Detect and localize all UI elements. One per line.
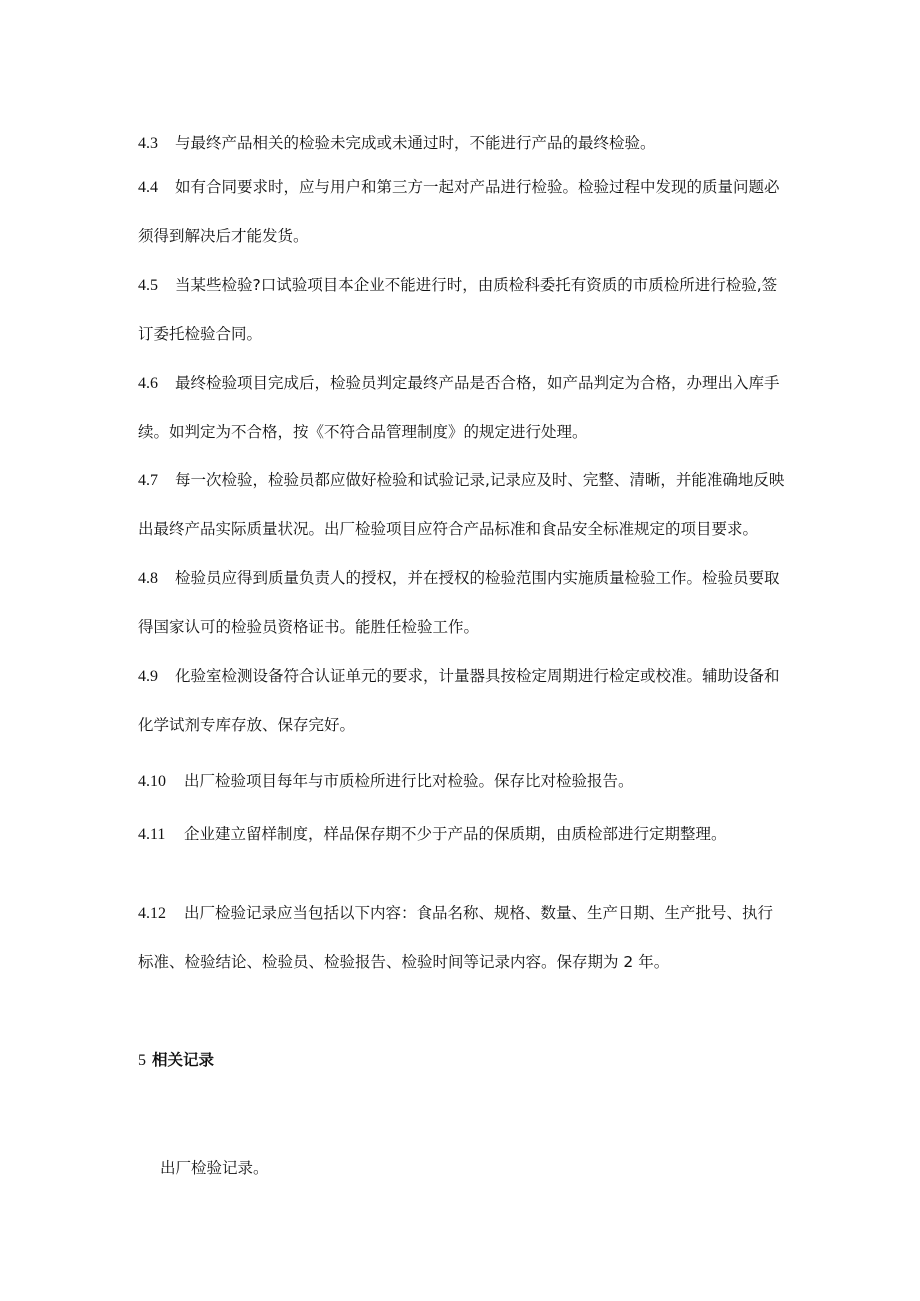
clause-number: 4.10 <box>138 773 166 790</box>
clause-4-8 <box>138 554 788 651</box>
clause-4-10 <box>138 769 788 794</box>
clause-text: 当某些检验?口试验项目本企业不能进行时，由质检科委托有资质的市质检所进行检验,签订委托检验合同。 <box>138 276 778 343</box>
section-heading <box>138 1048 214 1073</box>
section-number: 5 <box>138 1052 146 1069</box>
clause-number: 4.9 <box>138 668 158 685</box>
clause-number: 4.5 <box>138 277 158 294</box>
clause-4-7 <box>138 456 788 553</box>
clause-text: 与最终产品相关的检验未完成或未通过时，不能进行产品的最终检验。 <box>175 134 656 152</box>
clause-4-6 <box>138 359 788 456</box>
clause-4-5 <box>138 261 788 358</box>
clause-text: 出厂检验项目每年与市质检所进行比对检验。保存比对检验报告。 <box>184 772 634 790</box>
clause-4-9 <box>138 652 788 749</box>
clause-4-11 <box>138 822 788 847</box>
clause-text: 化验室检测设备符合认证单元的要求，计量器具按检定周期进行检定或校准。辅助设备和化学试剂专库存放、保存完好。 <box>138 667 780 734</box>
record-item: 出厂检验记录。 <box>160 1159 269 1177</box>
clause-4-4 <box>138 163 788 260</box>
section-title: 相关记录 <box>152 1051 215 1069</box>
clause-number: 4.6 <box>138 375 158 392</box>
clause-number: 4.3 <box>138 135 158 152</box>
clause-number: 4.11 <box>138 826 166 843</box>
clause-text: 企业建立留样制度，样品保存期不少于产品的保质期，由质检部进行定期整理。 <box>184 825 727 843</box>
clause-text: 最终检验项目完成后，检验员判定最终产品是否合格，如产品判定为合格，办理出入库手续。如判定为不合格，按《不符合品管理制度》的规定进行处理。 <box>138 374 780 441</box>
clause-number: 4.7 <box>138 472 158 489</box>
clause-4-12 <box>138 889 788 986</box>
clause-4-3 <box>138 131 788 156</box>
clause-text: 出厂检验记录应当包括以下内容：食品名称、规格、数量、生产日期、生产批号、执行标准、检验结论、检验员、检验报告、检验时间等记录内容。保存期为 2 年。 <box>138 904 774 971</box>
clause-text: 如有合同要求时，应与用户和第三方一起对产品进行检验。检验过程中发现的质量问题必须得到解决后才能发货。 <box>138 178 780 245</box>
clause-number: 4.8 <box>138 570 158 587</box>
clause-number: 4.4 <box>138 179 158 196</box>
clause-text: 每一次检验，检验员都应做好检验和试验记录,记录应及时、完整、清晰，并能准确地反映出最终产品实际质量状况。出厂检验项目应符合产品标准和食品安全标准规定的项目要求。 <box>138 471 785 538</box>
clause-text: 检验员应得到质量负责人的授权，并在授权的检验范围内实施质量检验工作。检验员要取得国家认可的检验员资格证书。能胜任检验工作。 <box>138 569 780 636</box>
clause-number: 4.12 <box>138 905 166 922</box>
